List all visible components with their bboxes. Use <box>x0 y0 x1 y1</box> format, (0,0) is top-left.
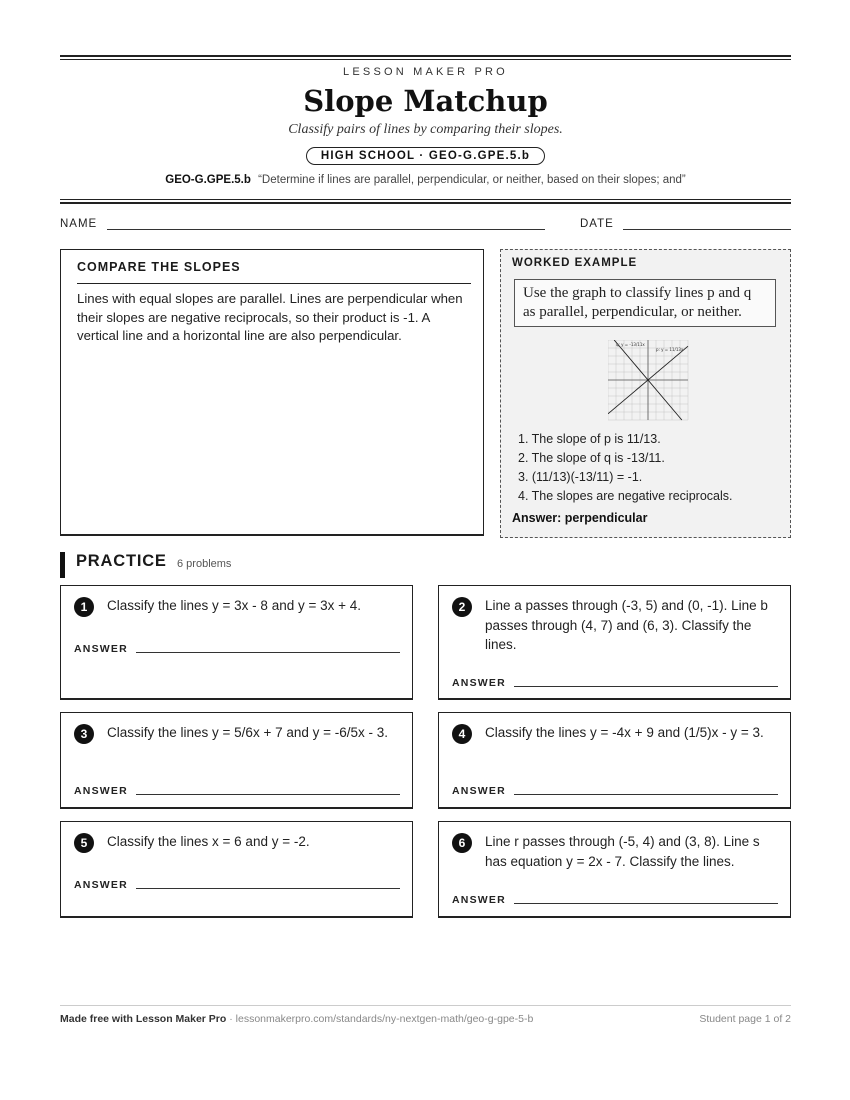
problem-text: Line r passes through (-5, 4) and (3, 8). Line s has equation y = 2x - 7. Classify the lines. <box>485 834 760 869</box>
worked-example-steps <box>518 430 732 506</box>
answer-field-2[interactable] <box>514 686 778 687</box>
step-item: 2. The slope of q is -13/11. <box>518 451 665 465</box>
footer-page-number: Student page 1 of 2 <box>699 1013 791 1025</box>
footer-brand: Made free with Lesson Maker Pro <box>60 1013 227 1025</box>
answer-label: ANSWER <box>452 677 506 689</box>
answer-field-4[interactable] <box>514 794 778 795</box>
problem-card-4 <box>438 712 791 809</box>
answer-label: ANSWER <box>74 643 128 655</box>
answer-label: ANSWER <box>74 785 128 797</box>
worked-example-box <box>500 249 791 538</box>
problem-text: Classify the lines x = 6 and y = -2. <box>107 834 310 849</box>
step-item: 3. (11/13)(-13/11) = -1. <box>518 470 643 484</box>
problem-card-6 <box>438 821 791 918</box>
worked-example-title: WORKED EXAMPLE <box>512 257 638 269</box>
problem-number-badge: 3 <box>74 724 94 744</box>
problem-number-badge: 1 <box>74 597 94 617</box>
problem-card-1 <box>60 585 413 700</box>
answer-label: ANSWER <box>452 785 506 797</box>
date-label: DATE <box>580 218 614 230</box>
name-field[interactable] <box>107 229 545 230</box>
answer-field-1[interactable] <box>136 652 400 653</box>
header-bottom-rule <box>60 199 791 200</box>
problem-card-2 <box>438 585 791 700</box>
page-title: Slope Matchup <box>303 84 548 118</box>
practice-count: 6 problems <box>177 558 232 570</box>
answer-label: ANSWER <box>452 894 506 906</box>
graph-label-q: q: y = -13/11x <box>616 342 645 347</box>
problem-text: Classify the lines y = 5/6x + 7 and y = -6/5x - 3. <box>107 725 389 740</box>
top-rule <box>60 55 791 57</box>
answer-label: ANSWER <box>74 879 128 891</box>
brand-name: LESSON MAKER PRO <box>343 66 508 78</box>
footer-divider <box>60 1005 791 1006</box>
worked-example-prompt: Use the graph to classify lines p and q as parallel, perpendicular, or neither. <box>514 279 776 327</box>
problem-text: Classify the lines y = 3x - 8 and y = 3x + 4. <box>107 598 362 613</box>
date-field[interactable] <box>623 229 791 230</box>
footer-credit <box>60 1013 533 1025</box>
grade-standard-badge: HIGH SCHOOL · GEO-G.GPE.5.b <box>306 147 545 165</box>
problem-card-5 <box>60 821 413 918</box>
answer-field-5[interactable] <box>136 888 400 889</box>
step-item: 1. The slope of p is 11/13. <box>518 432 661 446</box>
concept-box <box>60 249 484 536</box>
practice-accent-bar <box>60 552 65 578</box>
standard-statement <box>60 174 791 186</box>
problem-text: Classify the lines y = -4x + 9 and (1/5)x - y = 3. <box>485 725 764 740</box>
problem-number-badge: 4 <box>452 724 472 744</box>
practice-title: PRACTICE <box>76 552 167 570</box>
example-graph <box>608 340 690 424</box>
graph-label-p: p: y = 11/13x <box>656 347 684 352</box>
footer-url[interactable]: · lessonmakerpro.com/standards/ny-nextgen-math/geo-g-gpe-5-b <box>229 1013 534 1025</box>
problem-number-badge: 5 <box>74 833 94 853</box>
page-subtitle: Classify pairs of lines by comparing their slopes. <box>288 122 563 137</box>
problem-text: Line a passes through (-3, 5) and (0, -1). Line b passes through (4, 7) and (6, 3). Classify the lines. <box>485 598 768 652</box>
problem-number-badge: 2 <box>452 597 472 617</box>
problem-card-3 <box>60 712 413 809</box>
header-bottom-rule-thick <box>60 202 791 204</box>
name-label: NAME <box>60 218 98 230</box>
standard-code: GEO-G.GPE.5.b <box>165 174 251 186</box>
worked-example-answer: Answer: perpendicular <box>512 511 648 525</box>
answer-field-3[interactable] <box>136 794 400 795</box>
concept-body: Lines with equal slopes are parallel. Lines are perpendicular when their slopes are negative reciprocals, so their product is -1. A vertical line and a horizontal line are also perpendicular. <box>77 291 463 343</box>
problem-number-badge: 6 <box>452 833 472 853</box>
concept-divider <box>77 283 471 284</box>
step-item: 4. The slopes are negative reciprocals. <box>518 489 733 503</box>
answer-field-6[interactable] <box>514 903 778 904</box>
worksheet-page <box>60 0 791 1100</box>
standard-text: “Determine if lines are parallel, perpendicular, or neither, based on their slopes; and” <box>258 174 686 186</box>
top-rule-thin <box>60 59 791 60</box>
concept-title: COMPARE THE SLOPES <box>77 260 241 274</box>
